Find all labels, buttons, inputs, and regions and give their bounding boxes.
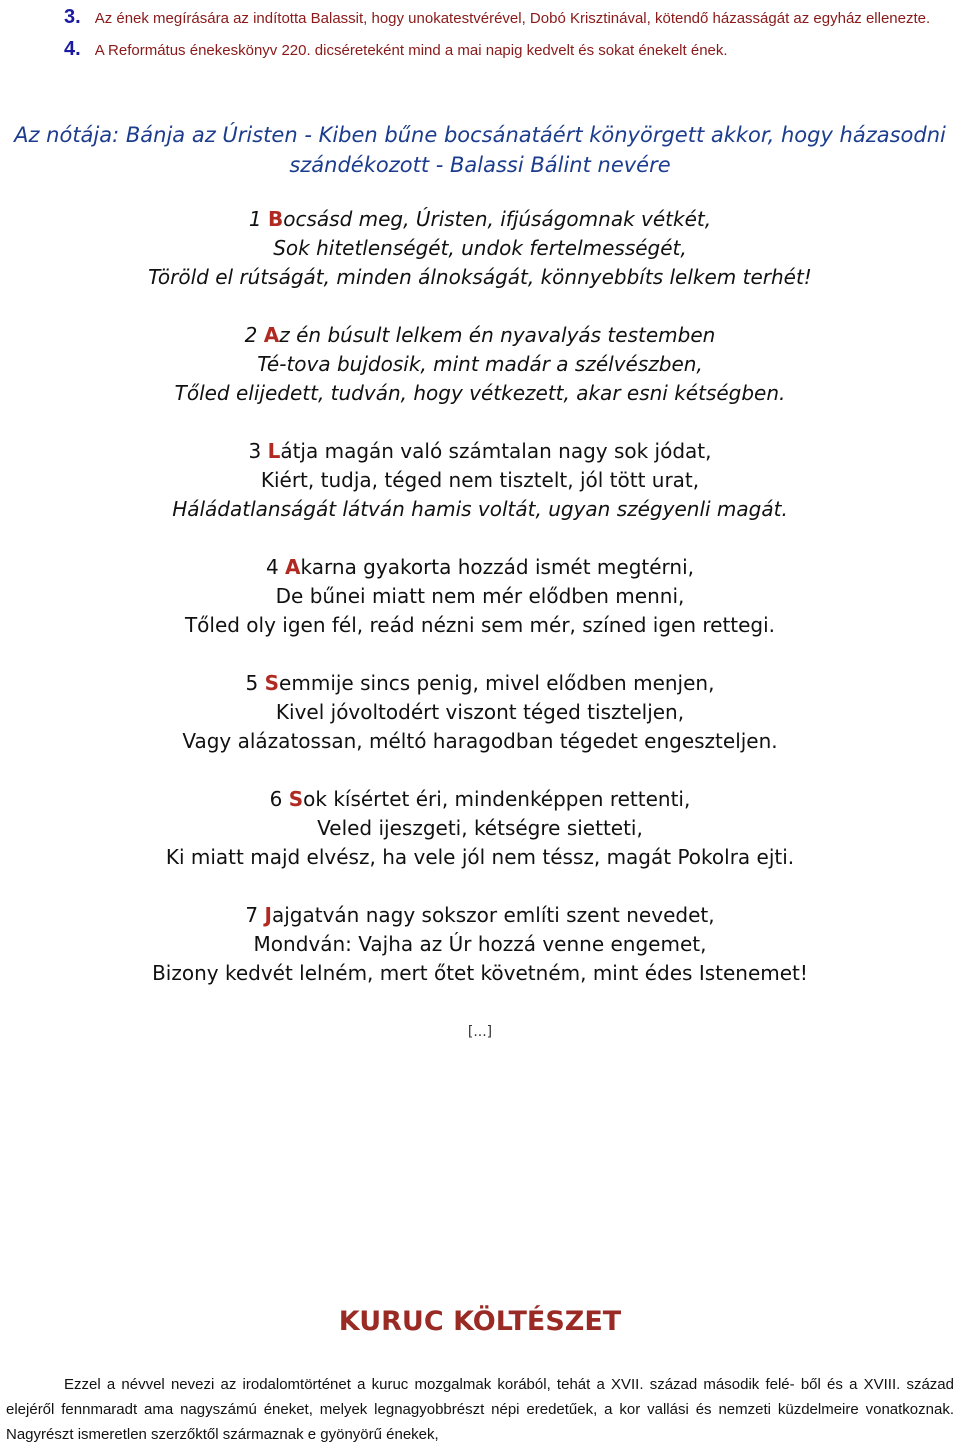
footnote-3 — [6, 4, 956, 32]
stanza-number: 5 — [245, 671, 259, 695]
drop-initial: S — [288, 787, 304, 811]
omission-marker: [...] — [467, 1024, 493, 1040]
drop-initial: L — [267, 439, 281, 463]
poem-intro: Az nótája: Bánja az Úristen - Kiben bűne bocsánatáért könyörgett akkor, hogy házasodni szándékozott - Balassi Bálint nevére — [14, 123, 946, 177]
stanza-line: Sok hitetlenségét, undok fertelmességét, — [273, 236, 687, 260]
stanza-number: 7 — [245, 903, 259, 927]
footnote-text: A Református énekeskönyv 220. dicséreteként mind a mai napig kedvelt és sokat énekelt ének. — [94, 42, 728, 59]
stanza-number: 1 — [248, 207, 262, 231]
stanza-1 — [0, 205, 960, 292]
drop-initial: B — [268, 207, 284, 231]
stanza-number: 6 — [269, 787, 283, 811]
poem — [0, 205, 960, 1017]
stanza-line: De bűnei miatt nem mér elődben menni, — [275, 584, 685, 608]
stanza-line: Kivel jóvoltodért viszont téged tiszteljen, — [275, 700, 685, 724]
drop-initial: A — [263, 323, 280, 347]
drop-initial: A — [285, 555, 301, 579]
stanza-line: 4 Akarna gyakorta hozzád ismét megtérni, — [265, 555, 695, 579]
stanza-3 — [0, 437, 960, 524]
stanza-line: Té-tova bujdosik, mint madár a szélvészben, — [257, 352, 703, 376]
stanza-line: 2 Az én búsult lelkem én nyavalyás testemben — [244, 323, 716, 347]
stanza-line: Vagy alázatossan, méltó haragodban tégedet engeszteljen. — [182, 729, 778, 753]
stanza-line: 6 Sok kísértet éri, mindenképpen rettenti, — [269, 787, 691, 811]
stanza-line: 7 Jajgatván nagy sokszor említi szent nevedet, — [245, 903, 715, 927]
footnote-text: Az ének megírására az indította Balassit, hogy unokatestvérével, Dobó Krisztinával, kötendő házasságát az egyház ellenezte. — [94, 10, 931, 27]
stanza-line: 5 Semmije sincs penig, mivel elődben menjen, — [245, 671, 715, 695]
stanza-line: Veled ijeszgeti, kétségre sietteti, — [317, 816, 643, 840]
stanza-5 — [0, 669, 960, 756]
stanza-line: Tőled oly igen fél, reád nézni sem mér, színed igen rettegi. — [184, 613, 776, 637]
stanza-line: Tőled elijedett, tudván, hogy vétkezett, akar esni kétségben. — [174, 381, 786, 405]
body-paragraph: Ezzel a névvel nevezi az irodalomtörténet a kuruc mozgalmak korából, tehát a XVII. század második felé- ből és a XVIII. század elejéről fennmaradt ama nagyszámú éneket, melyek legnagyobbrészt népi eredetűek, a kor vallási és nemzeti küzdelmeire vonatkoznak. Nagyrészt ismeretlen szerzőktől származnak e gyönyörű énekek, — [6, 1376, 954, 1443]
footnote-number: 3. — [64, 6, 81, 28]
stanza-line: 3 Látja magán való számtalan nagy sok jódat, — [248, 439, 712, 463]
footnote-4 — [6, 36, 956, 64]
drop-initial: S — [264, 671, 280, 695]
stanza-line: Kiért, tudja, téged nem tisztelt, jól tött urat, — [260, 468, 700, 492]
stanza-7 — [0, 901, 960, 988]
footnote-number: 4. — [64, 38, 81, 60]
stanza-line: Mondván: Vajha az Úr hozzá venne engemet, — [253, 932, 707, 956]
stanza-line: Töröld el rútságát, minden álnokságát, könnyebbíts lelkem terhét! — [148, 265, 812, 289]
stanza-4 — [0, 553, 960, 640]
stanza-line: 1 Bocsásd meg, Úristen, ifjúságomnak vétkét, — [248, 207, 712, 231]
stanza-number: 2 — [244, 323, 258, 347]
stanza-line: Háládatlanságát látván hamis voltát, ugyan szégyenli magát. — [172, 497, 788, 521]
stanza-6 — [0, 785, 960, 872]
stanza-2 — [0, 321, 960, 408]
stanza-number: 3 — [248, 439, 262, 463]
section-title: KURUC KÖLTÉSZET — [338, 1306, 622, 1337]
stanza-line: Ki miatt majd elvész, ha vele jól nem téssz, magát Pokolra ejti. — [165, 845, 795, 869]
stanza-number: 4 — [265, 555, 279, 579]
stanza-line: Bizony kedvét lelném, mert őtet követném, mint édes Istenemet! — [152, 961, 808, 985]
drop-initial: J — [264, 903, 272, 927]
